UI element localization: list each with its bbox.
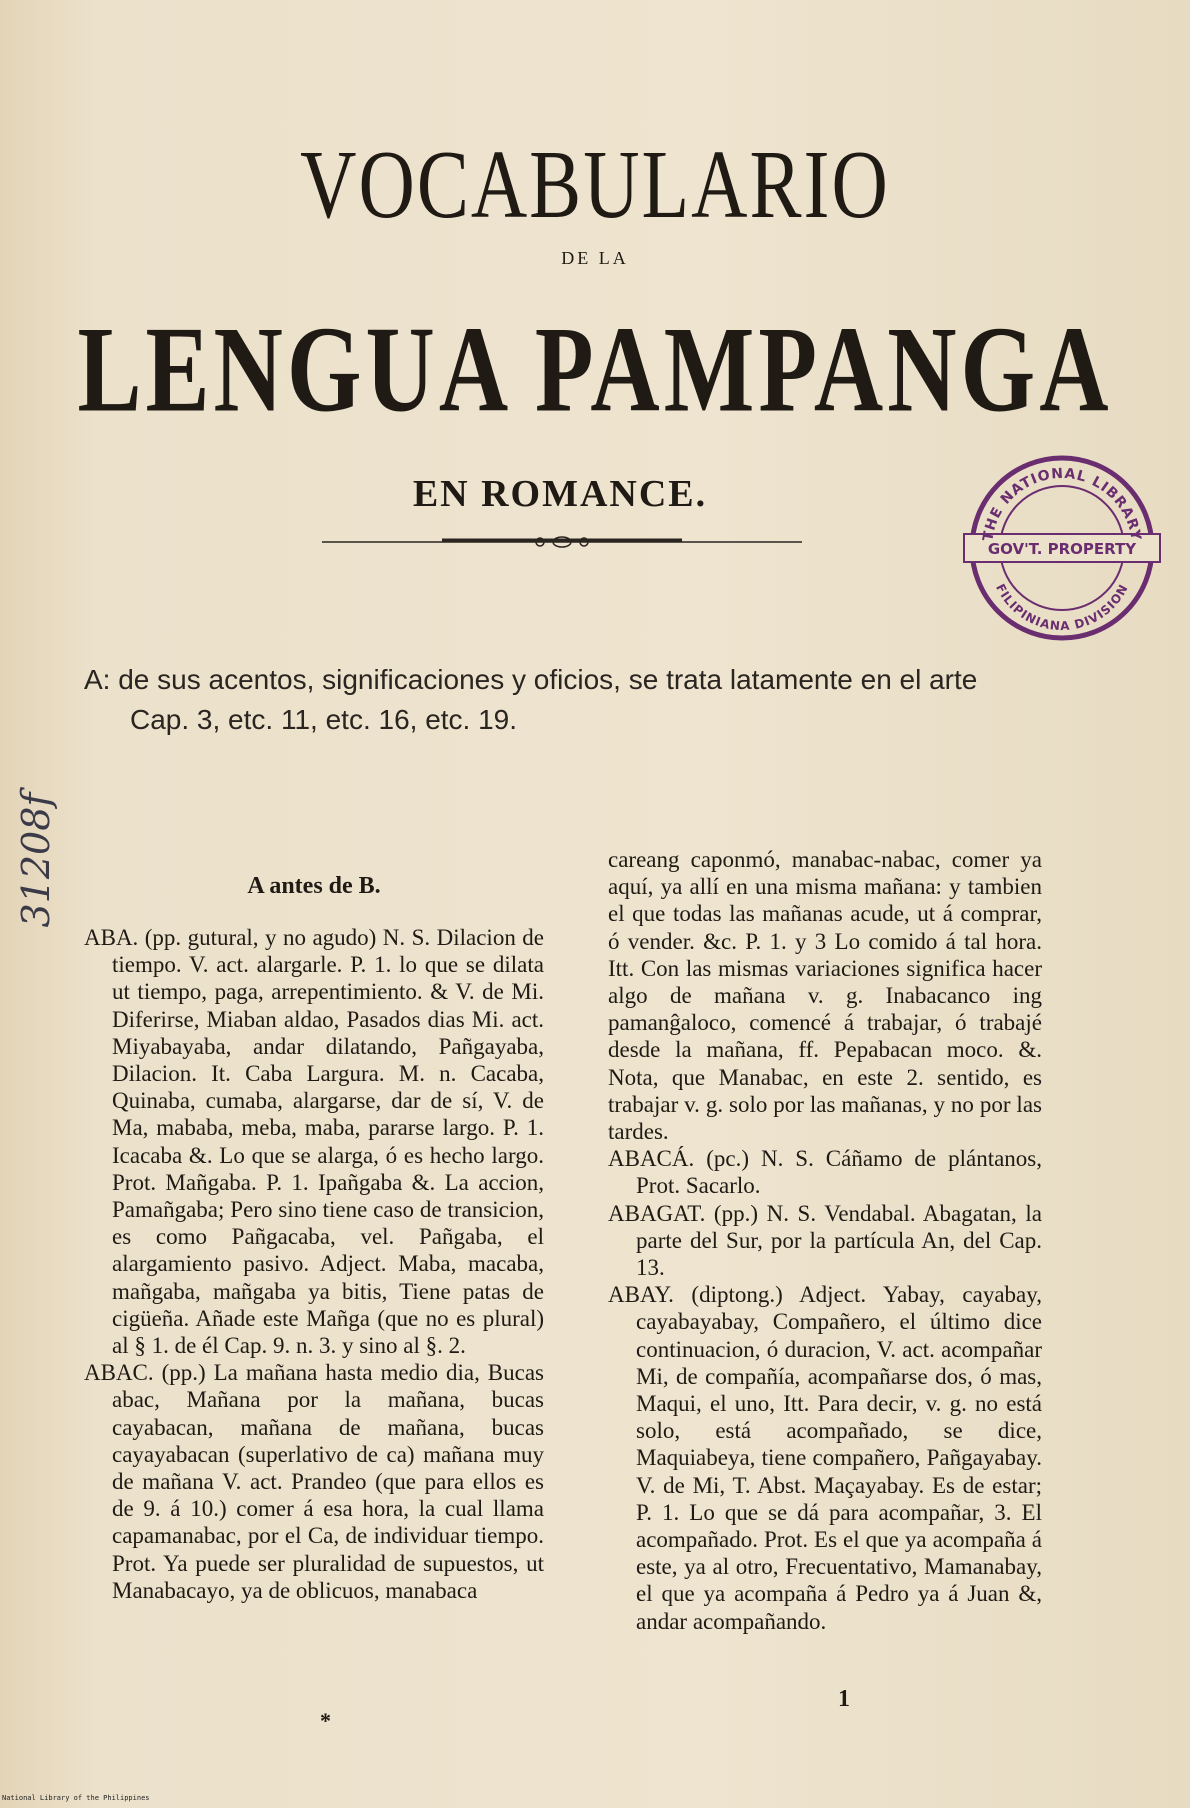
library-stamp-icon <box>962 448 1162 648</box>
stamp-middle-text: GOV'T. PROPERTY <box>987 540 1137 558</box>
stamp-top-text: THE NATIONAL LIBRARY <box>980 465 1144 543</box>
entry-aba: ABA. (pp. gutural, y no agudo) N. S. Dilacion de tiempo. V. act. alargarle. P. 1. lo que se dilata ut tiempo, paga, arrepentimiento. & V. de Mi. Diferirse, Miaban aldao, Pasados dias Mi. act. Miyabayaba, andar dilatando, Pañgayaba, Dilacion. It. Caba Largura. M. n. Cacaba, Quinaba, cumaba, alargarse, dar de sí, V. de Ma, mababa, meba, maba, pararse largo. P. 1. Icacaba &. Lo que se alarga, ó es hecho largo. Prot. Mañgaba. P. 1. Ipañgaba &. La accion, Pamañgaba; Pero sino tiene caso de transicion, es como Pañgacaba, vel. Pañgaba, el alargamiento pasivo. Adject. Maba, macaba, mañgaba, mañgaba ya bitis, Tiene patas de cigüeña. Añade este Mañga (que no es plural) al § 1. de él Cap. 9. n. 3. y sino al §. 2. <box>84 925 544 1359</box>
right-column <box>608 846 1042 1635</box>
title-vocabulario: VOCABULARIO <box>300 129 890 238</box>
left-column <box>84 924 544 1604</box>
entry-abaca: ABACÁ. (pc.) N. S. Cáñamo de plántanos, Prot. Sacarlo. <box>608 1146 1042 1199</box>
intro-note <box>84 660 1084 740</box>
title-de-la: DE LA <box>561 248 629 268</box>
title-en-romance: EN ROMANCE. <box>412 473 708 515</box>
intro-line-1: A: de sus acentos, significaciones y oficios, se trata latamente en el arte <box>84 664 978 695</box>
entry-abac-continued: careang caponmó, manabac-nabac, comer ya aquí, ya allí en una misma mañana: y tambien el que todas las mañanas acude, ut á comprar, ó vender. &c. P. 1. y 3 Lo comido á tal hora. Itt. Con las mismas variaciones significa hacer algo de mañana v. g. Inabacanco ing pamanĝaloco, comencé á trabajar, ó trabajé desde la mañana, ff. Pepabacan moco. &. Nota, que Manabac, en este 2. sentido, es trabajar v. g. solo por las mañanas, y no por las tardes. <box>608 847 1042 1145</box>
ornament-divider <box>322 530 802 554</box>
entry-abay: ABAY. (diptong.) Adject. Yabay, cayabay, cayabayabay, Compañero, el último dice continuacion, ó duracion, V. act. acompañar Mi, de compañía, acompañarse dos, ó mas, Maqui, el uno, Itt. Para decir, v. g. no está solo, está acompañado, se dice, Maquiabeya, tiene compañero, Pañgayabay. V. de Mi, T. Abst. Maçayabay. Es de estar; P. 1. Lo que se dá para acompañar, 3. El acompañado. Prot. Es el que ya acompaña á este, ya al otro, Frecuentativo, Mamanabay, el que ya acompaña á Pedro ya á Juan &, andar acompañando. <box>608 1282 1042 1634</box>
page-number: 1 <box>838 1686 850 1712</box>
handwritten-call-number <box>14 775 74 945</box>
entry-abac: ABAC. (pp.) La mañana hasta medio dia, Bucas abac, Mañana por la mañana, bucas cayabacan, mañana de mañana, bucas cayayabacan (superlativo de ca) mañana muy de mañana V. act. Prandeo (que para ellos es de 9. á 10.) comer á esa hora, la cual llama capamanabac, por el Ca, de individuar tiempo. Prot. Ya puede ser pluralidad de supuestos, ut Manabacayo, ya de oblicuos, manabaca <box>84 1360 544 1603</box>
entry-abagat: ABAGAT. (pp.) N. S. Vendabal. Abagatan, la parte del Sur, por la partícula An, del Cap. 13. <box>608 1200 1042 1281</box>
title-lengua-pampanga: LENGUA PAMPANGA <box>77 300 1113 438</box>
section-heading: A antes de B. <box>247 873 381 899</box>
footer-mark: * <box>320 1708 331 1733</box>
stamp-bottom-text: FILIPINIANA DIVISION <box>993 581 1131 634</box>
intro-line-2: Cap. 3, etc. 11, etc. 16, etc. 19. <box>130 704 518 735</box>
handwritten-note-text: 31208f <box>14 792 58 928</box>
footer-credit: National Library of the Philippines <box>2 1794 150 1802</box>
